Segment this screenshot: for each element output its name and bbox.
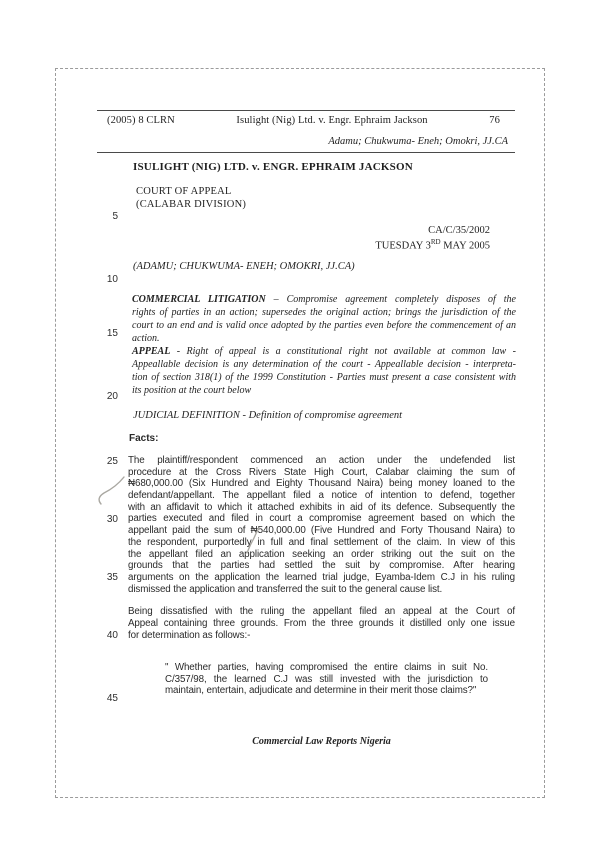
facts-paragraph-1-item: the respondent, purportedly in full and final settlement of the claim. In view of this: [128, 536, 515, 548]
court-division: (CALABAR DIVISION): [136, 199, 247, 210]
issue-quote: [165, 662, 488, 697]
facts-paragraph-1-item: ₦680,000.00 (Six Hundred and Eighty Thousand Naira) being money loaned to the: [128, 478, 515, 490]
hearing-date: [128, 238, 490, 252]
facts-paragraph-1-item: arguments on the application the learned trial judge, Eyamba-Idem C.J in his ruling: [128, 571, 515, 583]
catchword-lines-item: court to an end and is valid once adopted by the parties even before the commencement of an: [132, 320, 516, 331]
facts-paragraph-1: [128, 455, 515, 595]
margin-line-numbers-item: 20: [106, 391, 118, 402]
catchword-lead-text: – Compromise agreement completely disposes of the: [265, 294, 516, 305]
running-judges-line: Adamu; Chukwuma- Eneh; Omokri, JJ.CA: [328, 136, 508, 147]
margin-line-numbers-item: 10: [106, 274, 118, 285]
catchword-lines-item: Appeallable decision is any determination of the court - Appeallable decision - interpreta-: [132, 359, 516, 370]
catchword-label: COMMERCIAL LITIGATION: [132, 294, 266, 305]
page-header: [107, 115, 500, 126]
catchword-lines-item: rights of parties in an action; supersedes the original action; brings the jurisdiction of the: [132, 307, 516, 318]
margin-line-numbers-item: 40: [106, 630, 118, 641]
page-number: 76: [489, 115, 500, 126]
coram-line: (ADAMU; CHUKWUMA- ENEH; OMOKRI, JJ.CA): [133, 261, 355, 272]
issue-quote-item: " Whether parties, having compromised the entire claims in suit No.: [165, 662, 488, 673]
margin-line-numbers: [88, 0, 118, 849]
facts-paragraph-1-item: grounds that the parties had settled the suit by compromise. After hearing: [128, 560, 515, 572]
margin-line-numbers-item: 35: [106, 572, 118, 583]
issue-quote-item: maintain, entertain, adjudicate and determine in their merit those claims?": [165, 685, 477, 697]
margin-line-numbers-item: 15: [106, 328, 118, 339]
catchword-lines-item: action.: [132, 333, 160, 344]
running-case-title: Isulight (Nig) Ltd. v. Engr. Ephraim Jackson: [236, 115, 428, 126]
catchword-first-line: [132, 293, 516, 306]
hearing-date-month-year: MAY 2005: [440, 240, 490, 252]
facts-paragraph-1-item: with an affidavit to which it attached exhibits in aid of its defence. Subsequently the: [128, 501, 515, 513]
catchword-commercial-litigation: [132, 293, 516, 345]
margin-line-numbers-item: 25: [106, 456, 118, 467]
facts-paragraph-1-item: dismissed the application and transferred the suit to the general cause list.: [128, 583, 443, 595]
hearing-date-day: TUESDAY 3: [375, 240, 431, 252]
catchword-lines-item: its position at the court below: [132, 385, 252, 396]
catchword-lines-item: tion of section 318(1) of the 1999 Constitution - Parties must present a case consistent with: [132, 372, 516, 383]
catchword-first-line: [132, 345, 516, 358]
facts-paragraph-2: [128, 606, 515, 642]
header-bottom-rule: [97, 152, 515, 153]
facts-paragraph-1-item: appellant paid the sum of ₦540,000.00 (Five Hundred and Forty Thousand Naira) to: [128, 525, 515, 537]
facts-paragraph-1-item: defendant/appellant. The appellant filed a notice of intention to defend, together: [128, 490, 515, 502]
catchword-lines: [132, 306, 516, 345]
header-top-rule: [97, 110, 515, 111]
facts-paragraph-2-item: for determination as follows:-: [128, 630, 251, 641]
facts-paragraph-1-item: parties executed and filed in court a compromise agreement based on which the: [128, 513, 515, 525]
judicial-definition-line: JUDICIAL DEFINITION - Definition of compromise agreement: [133, 410, 403, 421]
court-name: COURT OF APPEAL: [136, 186, 232, 197]
case-title: ISULIGHT (NIG) LTD. v. ENGR. EPHRAIM JACKSON: [133, 161, 413, 173]
facts-heading: Facts:: [129, 433, 159, 444]
facts-paragraph-1-item: the appellant filed an application seeking an order striking out the suit on the: [128, 548, 515, 560]
hearing-date-ordinal: RD: [430, 238, 441, 246]
citation: (2005) 8 CLRN: [107, 115, 175, 126]
suit-number: CA/C/35/2002: [428, 225, 490, 236]
catchword-lines: [132, 358, 516, 397]
report-footer: Commercial Law Reports Nigeria: [252, 736, 391, 747]
catchword-appeal: [132, 345, 516, 397]
issue-quote-item: C/357/98, the learned C.J was still invested with the jurisdiction to: [165, 673, 488, 685]
facts-paragraph-2-item: Appeal containing three grounds. From the three grounds it distilled only one issue: [128, 618, 515, 629]
catchword-lead-text: - Right of appeal is a constitutional right not available at common law -: [170, 346, 516, 357]
catchword-label: APPEAL: [132, 346, 171, 357]
margin-line-numbers-item: 5: [112, 211, 118, 222]
margin-line-numbers-item: 45: [106, 693, 118, 704]
facts-paragraph-1-item: The plaintiff/respondent commenced an action under the undefended list: [128, 455, 515, 466]
facts-paragraph-2-item: Being dissatisfied with the ruling the appellant filed an appeal at the Court of: [128, 606, 515, 617]
facts-paragraph-1-item: procedure at the Cross Rivers State High Court, Calabar claiming the sum of: [128, 466, 515, 478]
margin-line-numbers-item: 30: [106, 514, 118, 525]
